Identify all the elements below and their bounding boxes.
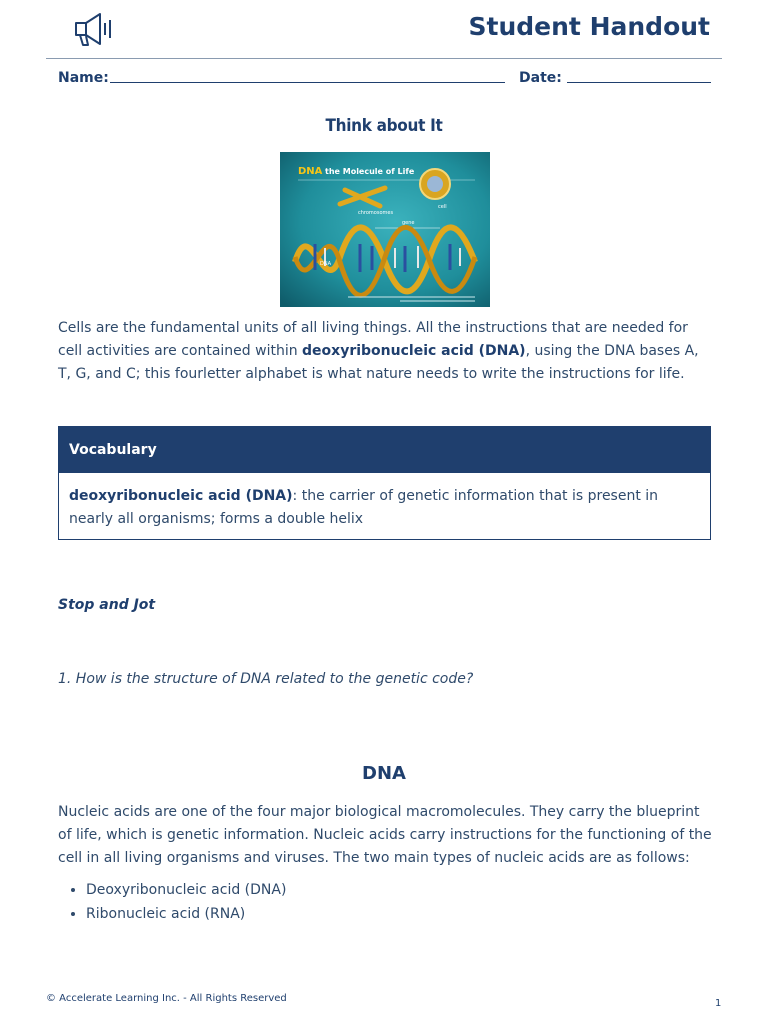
vocabulary-heading: Vocabulary bbox=[59, 427, 710, 473]
page-header bbox=[46, 0, 722, 59]
vocabulary-definition: : the carrier of genetic information that is present in nearly all organisms; forms a double helix bbox=[69, 488, 659, 527]
copyright-footer: © Accelerate Learning Inc. - All Rights Reserved bbox=[46, 993, 287, 1004]
name-label: Name: bbox=[58, 70, 109, 86]
vocabulary-entry bbox=[59, 473, 710, 531]
stop-and-jot-heading: Stop and Jot bbox=[58, 597, 156, 613]
vocabulary-box bbox=[58, 426, 711, 540]
dna-label: DNA bbox=[320, 261, 332, 267]
dna-paragraph: Nucleic acids are one of the four major biological macromolecules. They carry the blueprint of life, which is genetic information. Nucleic acids carry instructions for the functioning of the cell in all living organisms and viruses. The two main types of nucleic acids are as follows: bbox=[58, 804, 712, 866]
dna-section-heading: DNA bbox=[362, 763, 406, 784]
name-date-row bbox=[58, 70, 712, 90]
chromosomes-label: chromosomes bbox=[358, 210, 394, 216]
dna-term-bold: deoxyribonucleic acid (DNA) bbox=[302, 343, 526, 359]
illustration-title-accent: DNA bbox=[298, 166, 323, 177]
gene-label: gene bbox=[402, 220, 415, 226]
megaphone-icon bbox=[70, 9, 116, 49]
cell-label: cell bbox=[438, 204, 447, 210]
page-title: Student Handout bbox=[468, 12, 710, 41]
date-field[interactable] bbox=[567, 82, 711, 83]
nucleic-acid-list bbox=[58, 878, 286, 926]
list-item: • Deoxyribonucleic acid (DNA) bbox=[86, 878, 286, 902]
name-field[interactable] bbox=[110, 82, 505, 83]
list-item: • Ribonucleic acid (RNA) bbox=[86, 902, 286, 926]
date-label: Date: bbox=[519, 70, 562, 86]
vocabulary-term: deoxyribonucleic acid (DNA) bbox=[69, 488, 293, 504]
illustration-title: the Molecule of Life bbox=[325, 167, 415, 176]
page-number: 1 bbox=[715, 998, 722, 1009]
think-about-it-heading: Think about It bbox=[325, 116, 443, 136]
intro-paragraph: Cells are the fundamental units of all living things. All the instructions that are needed for cell activities are contained within deoxyribonucleic acid (DNA), using the DNA bases A, T, G, and C; this fourletter alphabet is what nature needs to write the instructions for life. bbox=[58, 320, 699, 382]
dna-molecule-illustration bbox=[280, 152, 490, 307]
question-1: 1. How is the structure of DNA related to the genetic code? bbox=[58, 671, 474, 687]
